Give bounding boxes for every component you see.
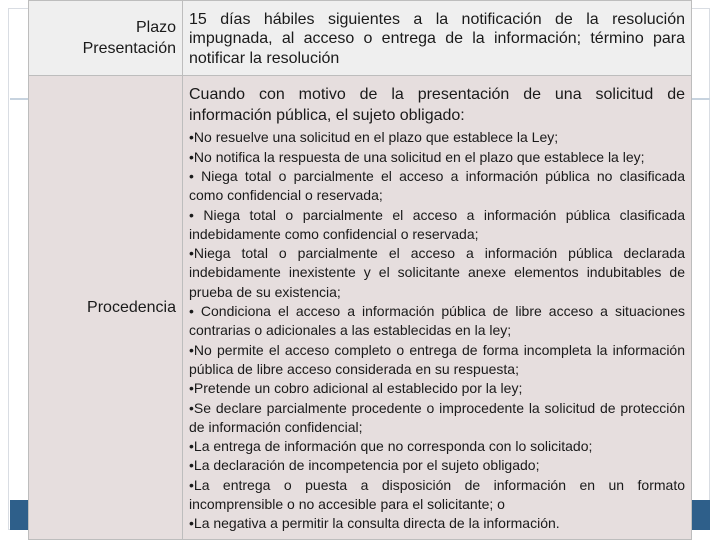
info-table [28,0,692,540]
plazo-label-line1: Plazo [135,19,176,36]
table-row-plazo [29,1,692,76]
list-item: •La entrega o puesta a disposición de información en un formato incomprensible o no accesible para el solicitante; o [189,476,685,513]
list-item: • Niega total o parcialmente el acceso a información pública clasificada indebidamente como confidencial o reservada; [189,206,685,242]
list-item: • Condiciona el acceso a información pública de libre acceso a situaciones contrarias o adicionales a las establecidas en la ley; [189,303,685,339]
plazo-value-cell [183,1,692,76]
procedencia-intro: Cuando con motivo de la presentación de una solicitud de información pública, el sujeto obligado: [189,86,685,124]
procedencia-label: Procedencia [87,299,176,316]
procedencia-list [189,128,685,533]
list-item: •Niega total o parcialmente el acceso a información pública declarada indebidamente inexistente y el solicitante anexe elementos indubitables de prueba de su existencia; [189,245,685,300]
list-item: •La negativa a permitir la consulta directa de la información. [189,515,560,532]
plazo-value: 15 días hábiles siguientes a la notificación de la resolución impugnada, al acceso o entrega de la información; término para notificar la resolución [189,10,685,67]
list-item: •Pretende un cobro adicional al establecido por la ley; [189,380,523,397]
list-item: •La entrega de información que no corresponda con lo solicitado; [189,438,593,455]
plazo-label-cell [29,1,183,76]
list-item: •No resuelve una solicitud en el plazo que establece la Ley; [189,129,559,146]
list-item: •La declaración de incompetencia por el sujeto obligado; [189,457,540,474]
list-item: •No notifica la respuesta de una solicitud en el plazo que establece la ley; [189,148,645,165]
list-item: •Se declare parcialmente procedente o improcedente la solicitud de protección de información confidencial; [189,399,685,435]
list-item: • Niega total o parcialmente el acceso a información pública no clasificada como confidencial o reservada; [189,167,685,204]
plazo-label [83,17,176,59]
list-item: •No permite el acceso completo o entrega de forma incompleta la información pública de libre acceso considerada en su respuesta; [189,341,685,377]
plazo-label-line2: Presentación [82,40,176,57]
procedencia-value-cell [183,76,692,540]
procedencia-label-cell [29,76,183,540]
table-row-procedencia [29,76,692,540]
